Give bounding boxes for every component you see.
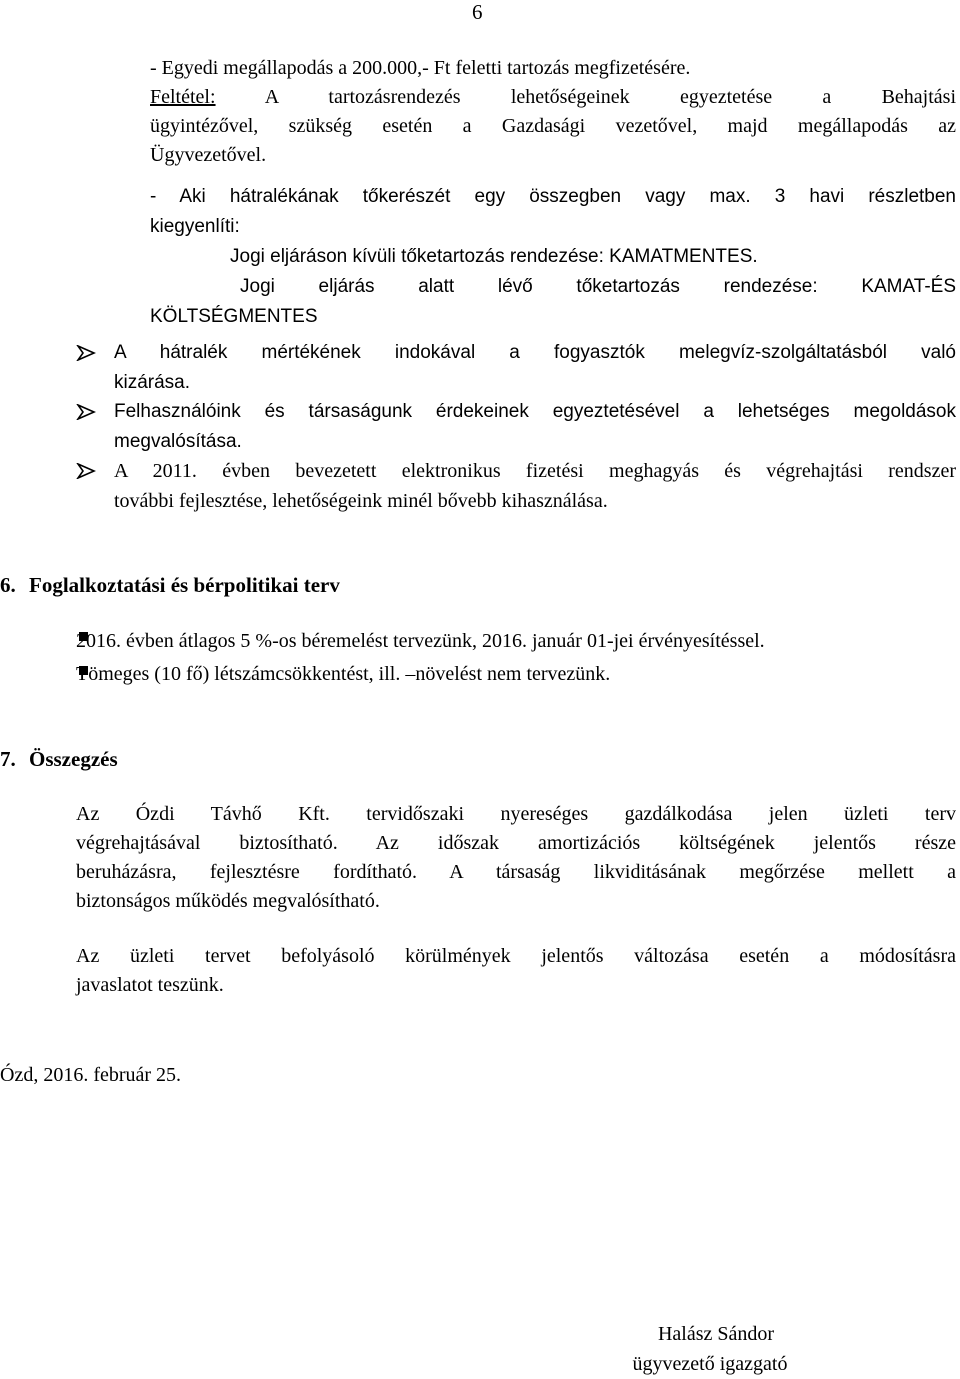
agreement-line: - Egyedi megállapodás a 200.000,- Ft feletti tartozás megfizetésére. <box>150 57 691 79</box>
arrow-item-line: A 2011. évben bevezetett elektronikus fizetési meghagyás és végrehajtási rendszer <box>114 460 956 482</box>
in-court-line-1: Jogi eljárás alatt lévő tőketartozás rendezése: KAMAT-ÉS <box>240 276 956 297</box>
section-number: 7. <box>0 747 16 771</box>
condition-text-line-3: Ügyvezetővel. <box>150 144 267 166</box>
out-of-court-line: Jogi eljáráson kívüli tőketartozás rendezése: KAMATMENTES. <box>230 246 758 267</box>
arrow-item <box>114 338 956 398</box>
summary-line: Az üzleti tervet befolyásoló körülmények jelentős változása esetén a módosításra <box>76 945 956 967</box>
section-6-item: 2016. évben átlagos 5 %-os béremelést tervezünk, 2016. január 01-jei érvényesítéssel. <box>76 630 765 652</box>
principal-line-1: - Aki hátralékának tőkerészét egy összegben vagy max. 3 havi részletben <box>150 186 956 207</box>
arrow-item-line: A hátralék mértékének indokával a fogyasztók melegvíz-szolgáltatásból való <box>114 342 956 363</box>
section-6-heading <box>0 573 340 598</box>
summary-paragraph-2 <box>76 942 956 1000</box>
signatory-title: ügyvezető igazgató <box>632 1353 788 1375</box>
arrow-item-line: további fejlesztése, lehetőségeink minél bővebb kihasználása. <box>114 490 608 512</box>
principal-block <box>150 182 956 332</box>
summary-line: biztonságos működés megvalósítható. <box>76 890 380 912</box>
section-number: 6. <box>0 573 16 597</box>
section-6-item: Tömeges (10 fő) létszámcsökkentést, ill. –növelést nem tervezünk. <box>76 663 611 685</box>
section-title: Foglalkoztatási és bérpolitikai terv <box>29 573 340 597</box>
summary-line: javaslatot teszünk. <box>76 974 224 996</box>
condition-label: Feltétel: <box>150 86 216 108</box>
signatory-name: Halász Sándor <box>657 1323 775 1345</box>
in-court-line-2: KÖLTSÉGMENTES <box>150 306 318 327</box>
arrow-bullet-icon <box>76 463 96 479</box>
signature-block <box>560 1319 860 1379</box>
summary-line: Az Ózdi Távhő Kft. tervidőszaki nyereséges gazdálkodása jelen üzleti terv <box>76 803 956 825</box>
page-number: 6 <box>472 0 483 24</box>
agreement-condition-line <box>150 83 956 112</box>
principal-line-2: kiegyenlíti: <box>150 216 240 237</box>
arrow-item-line: kizárása. <box>114 372 191 393</box>
arrow-item-line: megvalósítása. <box>114 431 242 452</box>
agreement-block <box>150 54 956 170</box>
arrow-item <box>114 397 956 457</box>
summary-line: beruházásra, fejlesztésre fordítható. A társaság likviditásának megőrzése mellett a <box>76 861 956 883</box>
condition-text-line-2: ügyintézővel, szükség esetén a Gazdasági vezetővel, majd megállapodás az <box>150 115 956 137</box>
summary-line: végrehajtásával biztosítható. Az időszak amortizációs költségének jelentős része <box>76 832 956 854</box>
section-title: Összegzés <box>29 747 118 771</box>
arrow-bullet-icon <box>76 404 96 420</box>
condition-text: A tartozásrendezés lehetőségeinek egyeztetése a Behajtási <box>264 86 956 108</box>
arrow-bullet-icon <box>76 345 96 361</box>
arrow-item <box>114 456 956 516</box>
place-date: Ózd, 2016. február 25. <box>0 1064 182 1086</box>
summary-paragraph-1 <box>76 800 956 916</box>
arrow-item-line: Felhasználóink és társaságunk érdekeinek egyeztetésével a lehetséges megoldások <box>114 401 956 422</box>
section-7-heading <box>0 747 118 772</box>
